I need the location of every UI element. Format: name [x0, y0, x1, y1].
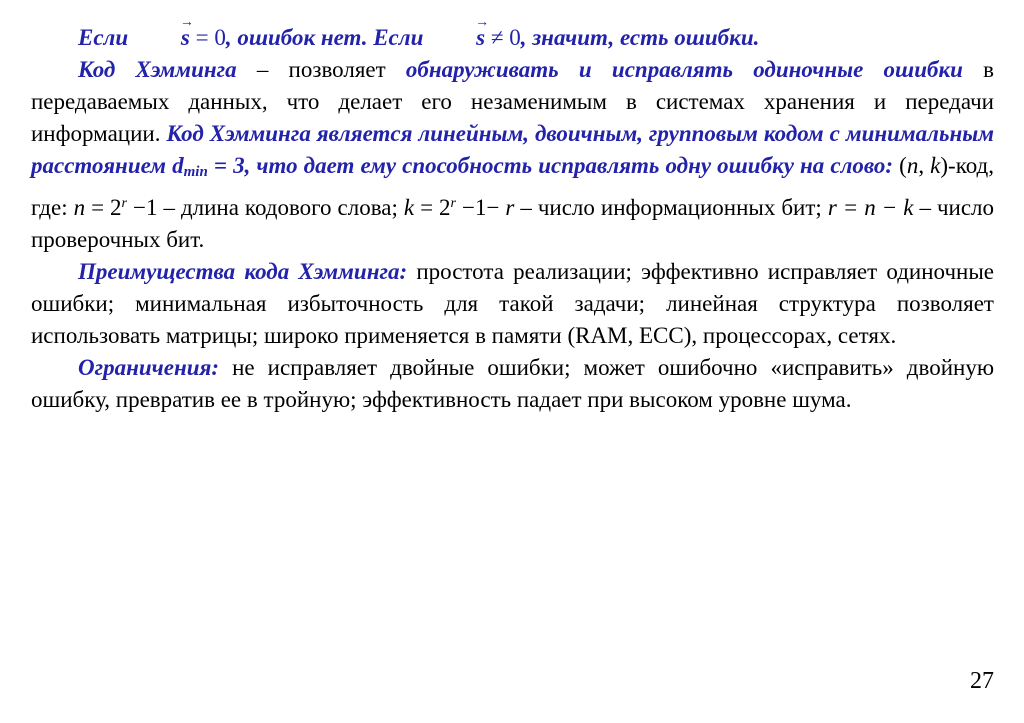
formula-n-exponent: r [121, 196, 127, 211]
slide-content [31, 22, 994, 416]
text-means-errors: , значит, есть ошибки. [520, 25, 760, 50]
paragraph-advantages [31, 256, 994, 352]
term-detect-correct: обнаруживать и исправлять одиночные ошибки [405, 57, 963, 82]
advantages-text: простота реализации; эффективно исправляет одиночные ошибки; минимальная избыточность для такой задачи; линейная структура позволяет использовать матрицы; широко применяется в памяти (RAM, ECC), процессорах, сетях. [31, 259, 994, 348]
formula-n-lhs: n [73, 195, 86, 220]
paragraph-syndrome [31, 22, 994, 54]
syndrome-statement [78, 25, 759, 50]
text-no-errors: , ошибок нет. Если [225, 25, 424, 50]
formula-r: r = n − k [827, 195, 914, 220]
formula-k-lhs: k [403, 195, 415, 220]
paragraph-hamming [31, 54, 994, 256]
formula-k-end-a: −1− [456, 195, 506, 220]
equals-zero: = 0 [189, 25, 226, 50]
text-if: Если [78, 25, 129, 50]
formula-k-exponent: r [450, 196, 456, 211]
nk-open: ( [893, 153, 907, 178]
linear-def-part1: Код Хэмминга является линейным, двоичным, групповым кодом с минимальным расстоянием d [31, 121, 994, 178]
term-hamming-code: Код Хэмминга [78, 57, 237, 82]
limitations-label: Ограничения: [78, 355, 220, 380]
nk-comma: , [918, 153, 931, 178]
formula-n-end: −1 [127, 195, 158, 220]
linear-def-part2: = 3, что дает ему способность исправлять одну ошибку на слово: [207, 153, 894, 178]
vector-s-2: → s [429, 22, 485, 54]
text-allows: – позволяет [236, 57, 406, 82]
formula-n-mid: = 2 [85, 195, 122, 220]
var-k: k [930, 153, 941, 178]
text-in-data: в передаваемых данных, что делает его незаменимым в системах хранения и передачи информации. [31, 57, 994, 146]
formula-k-mid: = 2 [414, 195, 451, 220]
text-k-desc: – число информационных бит; [514, 195, 822, 220]
vector-s: → s [134, 22, 190, 54]
linear-definition [31, 121, 994, 178]
formula-k-end-b: r [505, 195, 515, 220]
paragraph-limitations [31, 352, 994, 416]
limitations-text: не исправляет двойные ошибки; может ошибочно «исправить» двойную ошибку, превратив ее в тройную; эффективность падает при высоком уровне шума. [31, 355, 994, 412]
advantages-label: Преимущества кода Хэмминга: [78, 259, 408, 284]
nk-close: )-код, где: [31, 153, 994, 220]
text-n-desc: – длина кодового слова; [157, 195, 404, 220]
not-equals-zero: ≠ 0 [485, 25, 521, 50]
dmin-subscript: min [183, 164, 208, 180]
var-n: n [906, 153, 919, 178]
page-number: 27 [970, 668, 994, 694]
text-r-desc: – число проверочных бит. [31, 195, 995, 252]
